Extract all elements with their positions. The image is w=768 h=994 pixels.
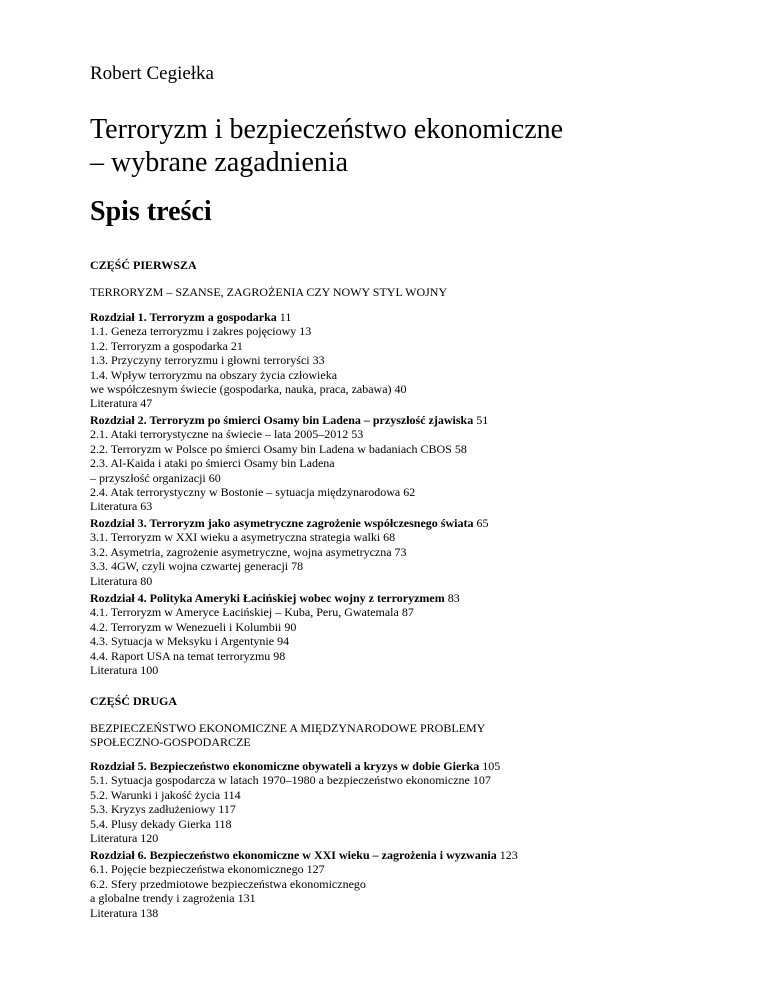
chapter-title: Rozdział 3. Terroryzm jako asymetryczne zagrożenie współczesnego świata [90,516,474,530]
toc-entry: 1.1. Geneza terroryzmu i zakres pojęciowy 13 [90,324,312,339]
chapter-1 [90,310,407,411]
part-title-line: TERRORYZM – SZANSE, ZAGROŻENIA CZY NOWY STYL WOJNY [90,285,448,299]
part-title-line: SPOŁECZNO-GOSPODARCZE [90,735,251,749]
toc-entry: 6.2. Sfery przedmiotowe bezpieczeństwa ekonomicznego [90,876,366,891]
toc-entry: Literatura 120 [90,831,159,846]
toc-entry: 4.1. Terroryzm w Ameryce Łacińskiej – Kuba, Peru, Gwatemala 87 [90,605,414,620]
chapter-title: Rozdział 1. Terroryzm a gospodarka [90,310,277,324]
toc-entry: 1.4. Wpływ terroryzmu na obszary życia człowieka [90,367,338,382]
part-title-line: BEZPIECZEŃSTWO EKONOMICZNE A MIĘDZYNARODOWE PROBLEMY [90,721,486,735]
chapter-page: 65 [476,516,489,530]
toc-entry: 3.1. Terroryzm w XXI wieku a asymetryczna strategia walki 68 [90,530,396,545]
chapter-6 [90,848,518,920]
chapter-page: 123 [499,848,518,862]
toc-entry: 1.2. Terroryzm a gospodarka 21 [90,338,243,353]
chapter-heading [90,413,488,427]
toc-entry: 5.2. Warunki i jakość życia 114 [90,787,241,802]
chapter-title: Rozdział 2. Terroryzm po śmierci Osamy bin Ladena – przyszłość zjawiska [90,413,474,427]
chapter-page: 105 [482,759,501,773]
toc-entry: 4.4. Raport USA na temat terroryzmu 98 [90,648,286,663]
book-title-line: – wybrane zagadnienia [90,147,349,178]
part-label: CZĘŚĆ PIERWSZA [90,258,197,272]
toc-entry: 3.3. 4GW, czyli wojna czwartej generacji 78 [90,559,304,574]
chapter-page: 11 [279,310,292,324]
chapter-page: 51 [476,413,489,427]
toc-entry: 4.3. Sytuacja w Meksyku i Argentynie 94 [90,634,290,649]
toc-entry: 5.4. Plusy dekady Gierka 118 [90,816,232,831]
chapter-4 [90,591,460,677]
toc-entry: 2.3. Al-Kaida i ataki po śmierci Osamy bin Ladena [90,456,335,471]
toc-entry: 1.3. Przyczyny terroryzmu i głowni terroryści 33 [90,353,325,368]
toc-entry: 2.4. Atak terrorystyczny w Bostonie – sytuacja międzynarodowa 62 [90,485,416,500]
chapter-title: Rozdział 5. Bezpieczeństwo ekonomiczne obywateli a kryzys w dobie Gierka [90,759,480,773]
toc-entry: Literatura 47 [90,396,153,411]
toc-entry: 2.2. Terroryzm w Polsce po śmierci Osamy bin Ladena w badaniach CBOS 58 [90,441,467,456]
chapter-heading [90,848,518,862]
chapter-heading [90,759,500,773]
part-title [90,721,485,749]
toc-entry: 4.2. Terroryzm w Wenezueli i Kolumbii 90 [90,619,297,634]
toc-entry: 3.2. Asymetria, zagrożenie asymetryczne, wojna asymetryczna 73 [90,544,407,559]
toc-entry: Literatura 100 [90,663,159,678]
chapter-title: Rozdział 4. Polityka Ameryki Łacińskiej wobec wojny z terroryzmem [90,591,445,605]
chapter-2 [90,413,488,514]
toc-entry: a globalne trendy i zagrożenia 131 [90,891,256,906]
chapter-heading [90,591,460,605]
chapter-3 [90,516,488,588]
chapter-5 [90,759,500,845]
toc-entry: 6.1. Pojęcie bezpieczeństwa ekonomicznego 127 [90,862,325,877]
toc-entry: we współczesnym świecie (gospodarka, nauka, praca, zabawa) 40 [90,382,407,397]
part-label: CZĘŚĆ DRUGA [90,694,178,708]
part-title [90,285,447,299]
toc-entry: Literatura 80 [90,573,153,588]
book-title-line: Terroryzm i bezpieczeństwo ekonomiczne [90,114,564,145]
toc-entry: Literatura 63 [90,499,153,514]
chapter-page: 83 [447,591,460,605]
toc-entry: Literatura 138 [90,905,159,920]
toc-entry: 2.1. Ataki terrorystyczne na świecie – lata 2005–2012 53 [90,427,364,442]
toc-heading: Spis treści [90,196,212,227]
toc-entry: – przyszłość organizacji 60 [90,470,221,485]
book-title [90,113,563,179]
chapter-heading [90,516,488,530]
chapter-title: Rozdział 6. Bezpieczeństwo ekonomiczne w XXI wieku – zagrożenia i wyzwania [90,848,497,862]
author-name: Robert Cegiełka [90,63,214,84]
toc-entry: 5.1. Sytuacja gospodarcza w latach 1970–1980 a bezpieczeństwo ekonomiczne 107 [90,773,491,788]
toc-entry: 5.3. Kryzys zadłużeniowy 117 [90,802,236,817]
chapter-heading [90,310,407,324]
